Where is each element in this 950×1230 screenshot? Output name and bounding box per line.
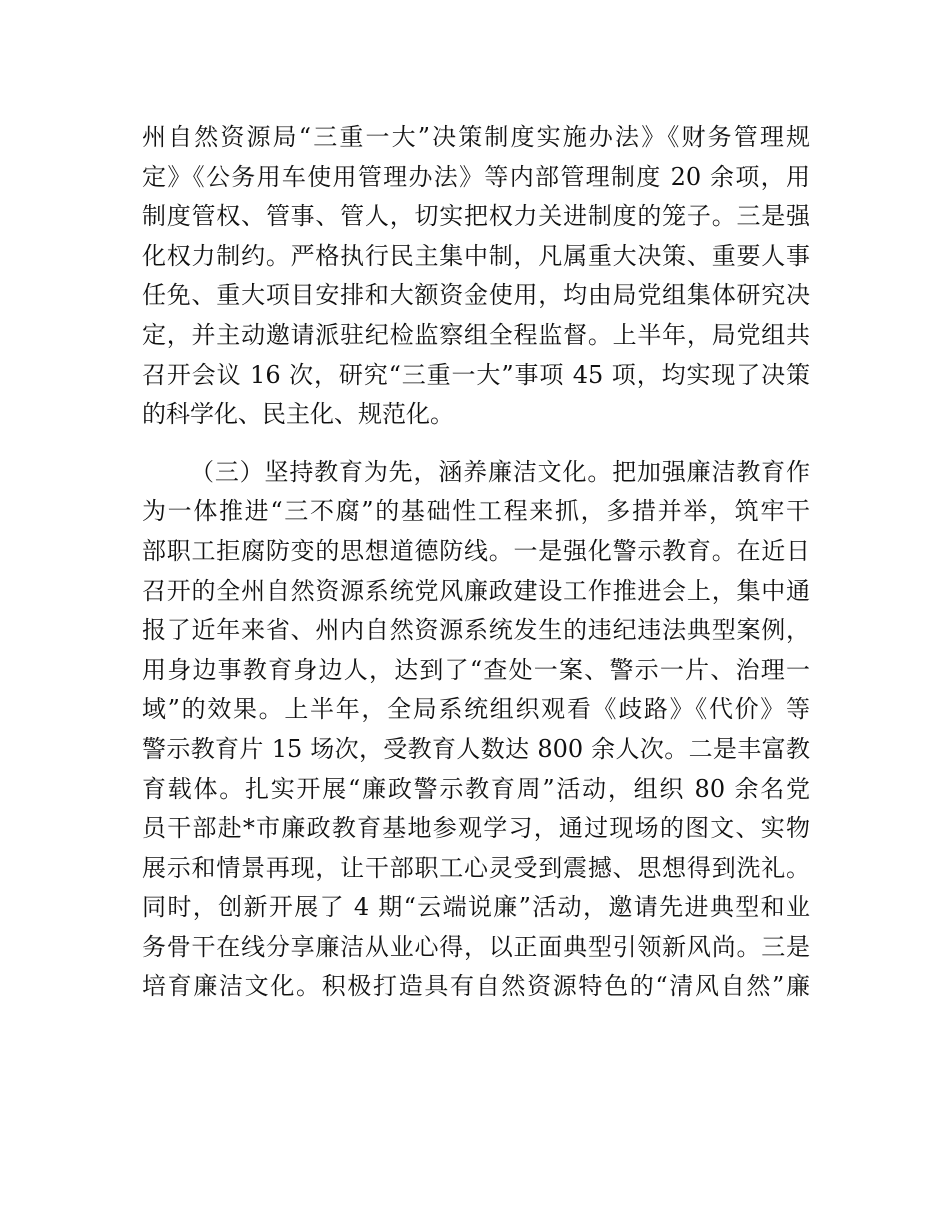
text-line: 培育廉洁文化。积极打造具有自然资源特色的“清风自然”廉 [142,972,810,1001]
text-line: 展示和情景再现，让干部职工心灵受到震撼、思想得到洗礼。 [142,853,810,882]
text-line: 定》《公务用车使用管理办法》等内部管理制度 20 余项，用 [142,162,810,191]
text-line: 同时，创新开展了 4 期“云端说廉”活动，邀请先进典型和业 [142,893,810,922]
text-line: 召开的全州自然资源系统党风廉政建设工作推进会上，集中通 [142,576,810,605]
text-line: 召开会议 16 次，研究“三重一大”事项 45 项，均实现了决策 [142,360,810,389]
text-line: 部职工拒腐防变的思想道德防线。一是强化警示教育。在近日 [142,536,810,565]
text-line: 域”的效果。上半年，全局系统组织观看《歧路》《代价》等 [142,695,810,724]
text-line: 务骨干在线分享廉洁从业心得，以正面典型引领新风尚。三是 [142,932,810,961]
paragraph-1 [142,118,810,435]
text-line: 员干部赴*市廉政教育基地参观学习，通过现场的图文、实物 [142,814,810,843]
text-line: 州自然资源局“三重一大”决策制度实施办法》《财务管理规 [142,123,810,151]
document-body [142,118,810,1007]
text-line: 育载体。扎实开展“廉政警示教育周”活动，组织 80 余名党 [142,774,810,803]
text-line: 定，并主动邀请派驻纪检监察组全程监督。上半年，局党组共 [142,320,810,349]
text-line: 的科学化、民主化、规范化。 [142,400,454,429]
text-line: 为一体推进“三不腐”的基础性工程来抓，多措并举，筑牢干 [142,497,810,526]
text-line: 化权力制约。严格执行民主集中制，凡属重大决策、重要人事 [142,241,810,270]
text-line: 报了近年来省、州内自然资源系统发生的违纪违法典型案例， [142,616,810,645]
paragraph-2 [142,453,810,1007]
text-line: 警示教育片 15 场次，受教育人数达 800 余人次。二是丰富教 [142,734,810,763]
text-line: 用身边事教育身边人，达到了“查处一案、警示一片、治理一 [142,655,810,684]
section-heading-line: （三）坚持教育为先，涵养廉洁文化。把加强廉洁教育作 [190,457,810,486]
text-line: 制度管权、管事、管人，切实把权力关进制度的笼子。三是强 [142,202,810,231]
text-line: 任免、重大项目安排和大额资金使用，均由局党组集体研究决 [142,281,810,310]
paragraph-spacer [142,435,810,453]
